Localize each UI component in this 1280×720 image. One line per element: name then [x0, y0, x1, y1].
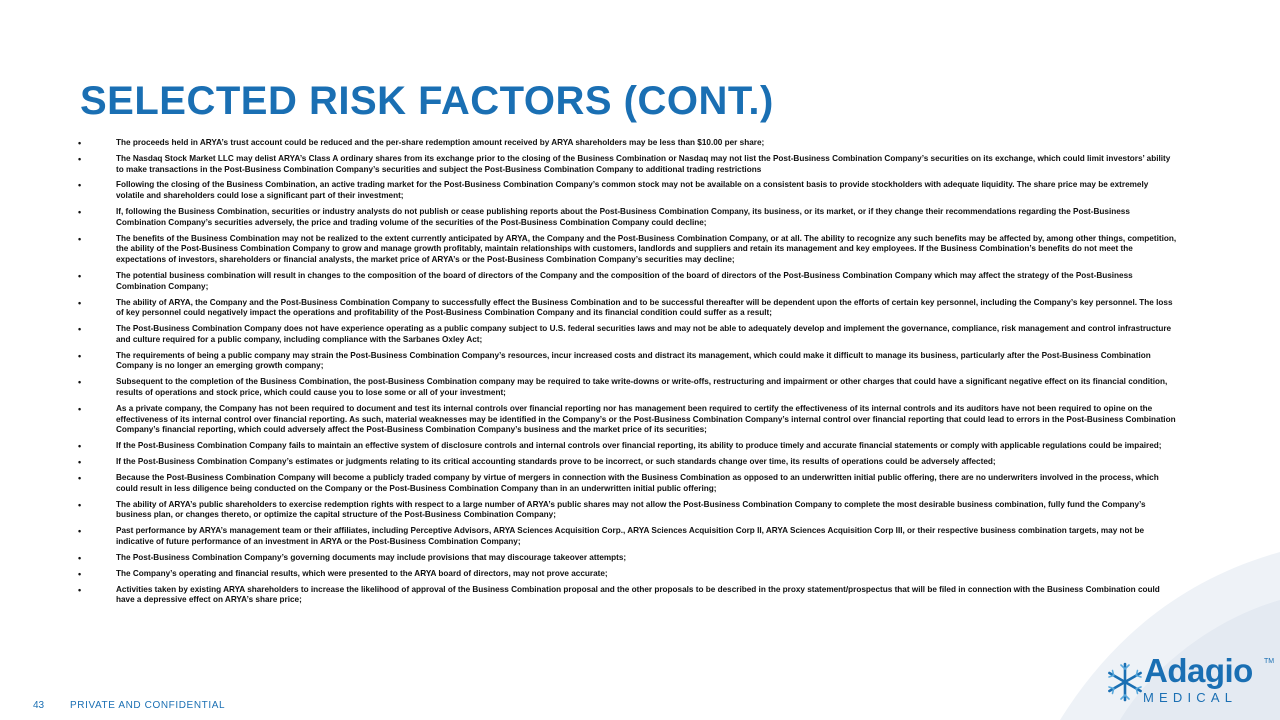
logo-trademark: TM [1264, 658, 1275, 665]
bullet-icon: • [78, 138, 82, 148]
logo-subtitle: MEDICAL [1143, 690, 1238, 705]
bullet-icon: • [78, 568, 82, 579]
page-number: 43 [33, 700, 45, 711]
snowflake-icon [1103, 660, 1147, 704]
risk-text: The requirements of being a public company may strain the Post-Business Combination Company’s resources, incur increased costs and distract its management, which could make it difficult to manage its business, particularly after the Post-Business Combination Company is no longer an emerging growth company; [116, 350, 1151, 371]
bullet-icon: • [78, 350, 82, 361]
bullet-icon: • [78, 499, 82, 510]
adagio-medical-logo [1103, 652, 1275, 712]
bullet-icon: • [78, 153, 82, 164]
bullet-icon: • [78, 270, 82, 281]
list-item [76, 473, 1178, 494]
risk-text: The Company’s operating and financial results, which were presented to the ARYA board of directors, may not prove accurate; [116, 568, 608, 578]
bullet-icon: • [78, 473, 82, 484]
list-item [76, 457, 1178, 468]
risk-text: Following the closing of the Business Combination, an active trading market for the Post-Business Combination Company’s common stock may not be available on a consistent basis to provide stockholders with adequate liquidity. The share price may be extremely volatile and shareholders could lose a significant part of their investment; [116, 180, 1149, 201]
list-item [76, 500, 1178, 521]
list-item [76, 526, 1178, 547]
risk-text: If the Post-Business Combination Company fails to maintain an effective system of disclosure controls and internal controls over financial reporting, its ability to produce timely and accurate financial statements or comply with applicable regulations could be impaired; [116, 441, 1162, 451]
list-item [76, 207, 1178, 228]
risk-text: If the Post-Business Combination Company’s estimates or judgments relating to its critical accounting standards prove to be incorrect, or such standards change over time, its results of operations could be adversely affected; [116, 457, 996, 467]
risk-text: The Nasdaq Stock Market LLC may delist ARYA’s Class A ordinary shares from its exchange prior to the closing of the Business Combination or Nasdaq may not list the Post-Business Combination Company’s securities on its exchange, which could limit investors’ ability to make transactions in the Post-Business Combination Company’s securities and subject the Post-Business Combination Company to additional trading restrictions [116, 153, 1171, 174]
bullet-icon: • [78, 584, 82, 595]
page-title: SELECTED RISK FACTORS (CONT.) [80, 79, 774, 123]
risk-text: Past performance by ARYA’s management team or their affiliates, including Perceptive Advisors, ARYA Sciences Acquisition Corp., ARYA Sciences Acquisition Corp II, ARYA Sciences Acquisition Corp III, or their respective business combination targets, may not be indicative of future performance of an investment in ARYA or the Post-Business Combination Company; [116, 526, 1145, 546]
list-item [76, 441, 1178, 452]
risk-text: The Post-Business Combination Company does not have experience operating as a public company subject to U.S. federal securities laws and may not be able to adequately develop and implement the governance, compliance, risk management and control infrastructure and culture required for a public company, including compliance with the Sarbanes Oxley Act; [116, 324, 1172, 344]
risk-text: The ability of ARYA’s public shareholders to exercise redemption rights with respect to a large number of ARYA’s public shares may not allow the Post-Business Combination Company to complete the most desirable business combination, fully fund the Company’s business plan, or changes thereto, or optimize the capital structure of the Post-Business Combination Company; [116, 499, 1146, 520]
list-item [76, 324, 1178, 345]
risk-text: As a private company, the Company has not been required to document and test its internal controls over financial reporting nor has management been required to certify the effectiveness of its internal controls and its auditors have not been required to opine on the effectiveness of its internal control over financial reporting. As such, material weaknesses may be identified in the Company’s or the Post-Business Combination Company’s internal control over financial reporting that could lead to errors in the Post-Business Combination Company’s financial reporting, which could adversely affect the Post-Business Combination Company’s business and the market price of its securities; [116, 403, 1176, 435]
risk-text: Activities taken by existing ARYA shareholders to increase the likelihood of approval of the Business Combination proposal and the other proposals to be described in the proxy statement/prospectus that will be filed in connection with the Business Combination could have a depressive effect on ARYA’s share price; [116, 584, 1160, 605]
bullet-icon: • [78, 552, 82, 563]
bullet-icon: • [78, 180, 82, 191]
list-item [76, 351, 1178, 372]
risk-text: If, following the Business Combination, securities or industry analysts do not publish or cease publishing reports about the Post-Business Combination Company, its business, or its market, or if they change their recommendations regarding the Post-Business Combination Company’s securities adversely, the price and trading volume of the securities of the Post-Business Combination Company could decline; [116, 207, 1130, 227]
bullet-icon: • [78, 207, 82, 218]
list-item [76, 585, 1178, 606]
list-item [76, 154, 1178, 175]
risk-text: Because the Post-Business Combination Company will become a publicly traded company by virtue of mergers in connection with the Business Combination as opposed to an underwritten initial public offering, there are no underwriters involved in the process, which could result in less diligence being conducted on the Company or the Post-Business Combination Company than in an underwritten initial public offering; [116, 473, 1159, 493]
list-item [76, 138, 1178, 149]
bullet-icon: • [78, 526, 82, 537]
list-item [76, 553, 1178, 564]
bullet-icon: • [78, 403, 82, 414]
bullet-icon: • [78, 457, 82, 468]
bullet-icon: • [78, 297, 82, 308]
list-item [76, 404, 1178, 436]
logo-wordmark: Adagio [1144, 652, 1253, 689]
risk-text: The potential business combination will result in changes to the composition of the board of directors of the Company and the composition of the board of directors of the Post-Business Combination Company which may affect the strategy of the Post-Business Combination Company; [116, 270, 1133, 291]
risk-text: The proceeds held in ARYA’s trust account could be reduced and the per-share redemption amount received by ARYA shareholders may be less than $10.00 per share; [116, 138, 765, 147]
confidentiality-label: PRIVATE AND CONFIDENTIAL [70, 700, 226, 711]
bullet-icon: • [78, 441, 82, 452]
risk-text: Subsequent to the completion of the Business Combination, the post-Business Combination company may be required to take write-downs or write-offs, restructuring and impairment or other charges that could have a significant negative effect on its financial condition, results of operations and stock price, which could cause you to lose some or all of your investment; [116, 377, 1168, 398]
list-item [76, 271, 1178, 292]
bullet-icon: • [78, 377, 82, 388]
risk-text: The Post-Business Combination Company’s governing documents may include provisions that may discourage takeover attempts; [116, 552, 627, 562]
list-item [76, 180, 1178, 201]
list-item [76, 298, 1178, 319]
risk-text: The benefits of the Business Combination may not be realized to the extent currently anticipated by ARYA, the Company and the Post-Business Combination Company, or at all. The ability to recognize any such benefits may be affected by, among other things, competition, the ability of the Post-Business Combination Company to grow and manage growth profitably, maintain relationships with customers, landlords and suppliers and retain its management and key employees. If the Business Combination’s benefits do not meet the expectations of investors, shareholders or financial analysts, the market price of ARYA’s or the Post-Business Combination Company’s securities may decline; [116, 233, 1177, 265]
bullet-icon: • [78, 324, 82, 335]
risk-factor-list [76, 138, 1178, 611]
bullet-icon: • [78, 233, 82, 244]
list-item [76, 377, 1178, 398]
list-item [76, 569, 1178, 580]
list-item [76, 234, 1178, 266]
risk-text: The ability of ARYA, the Company and the Post-Business Combination Company to successfully effect the Business Combination and to be successful thereafter will be dependent upon the efforts of certain key personnel, including the Company’s key personnel. The loss of key personnel could negatively impact the operations and profitability of the Post-Business Combination Company and its financial condition could suffer as a result; [116, 297, 1173, 318]
